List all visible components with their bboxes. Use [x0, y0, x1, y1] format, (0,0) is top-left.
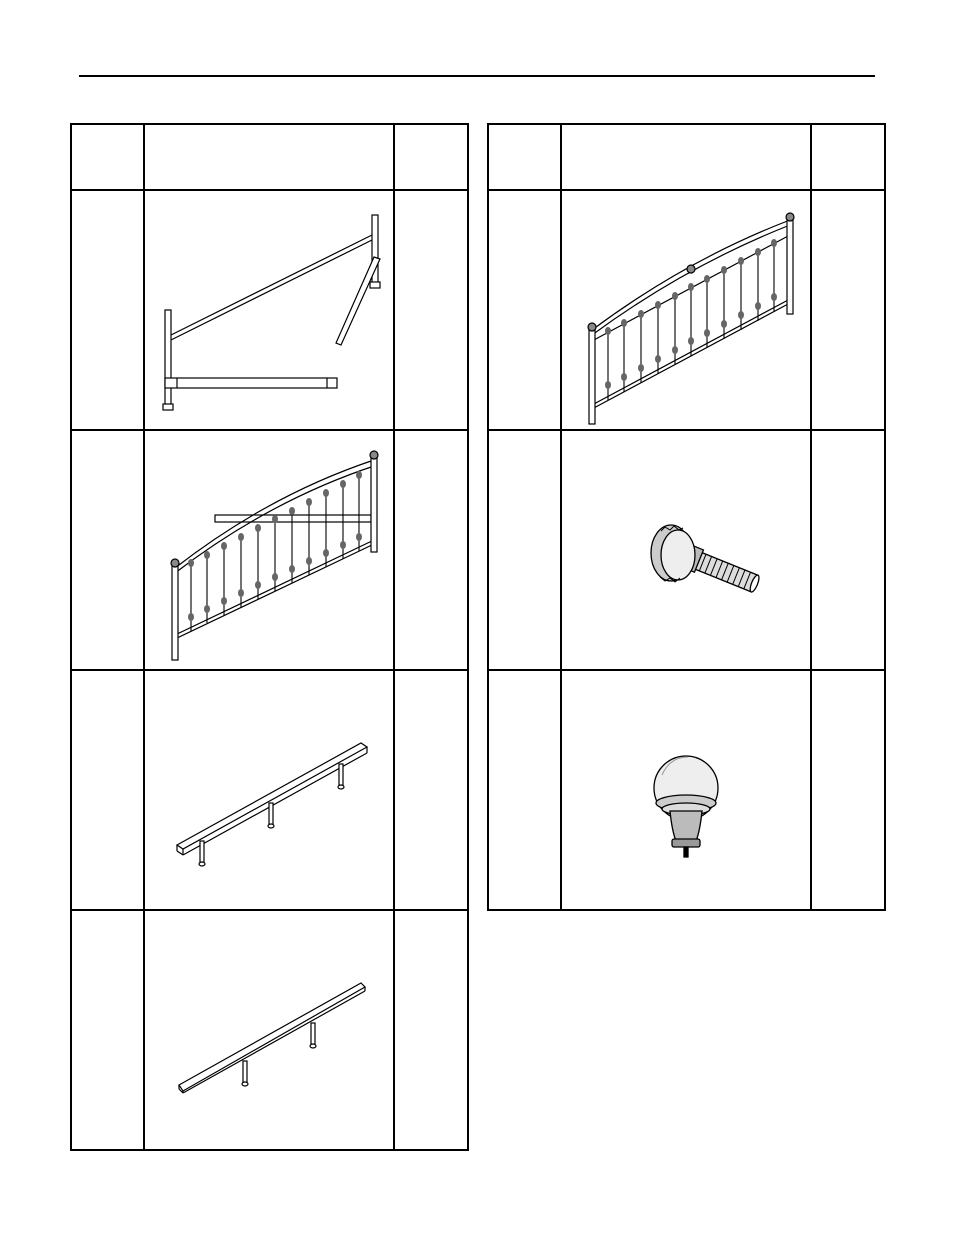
header-qty: [394, 124, 468, 190]
part-cell: [488, 190, 561, 430]
illustration-cell: [561, 670, 811, 910]
part-cell: [71, 190, 144, 430]
header-description: [144, 124, 394, 190]
side-frame-assembly-icon: [149, 195, 389, 425]
qty-cell: [394, 670, 468, 910]
thumb-screw-icon: [566, 435, 806, 665]
header-part: [71, 124, 144, 190]
table-row: [71, 670, 468, 910]
table-header: [71, 124, 468, 190]
center-rail-with-legs-icon: [149, 915, 389, 1145]
footboard-panel-icon: [566, 195, 806, 425]
qty-cell: [394, 190, 468, 430]
qty-cell: [811, 190, 885, 430]
illustration-cell: [144, 430, 394, 670]
part-cell: [71, 910, 144, 1150]
top-rule: [79, 75, 875, 77]
illustration-cell: [144, 670, 394, 910]
headboard-panel-with-frame-icon: [149, 435, 389, 665]
qty-cell: [394, 910, 468, 1150]
table-row: [71, 910, 468, 1150]
qty-cell: [811, 670, 885, 910]
parts-table-right: [487, 123, 886, 911]
illustration-cell: [144, 910, 394, 1150]
part-cell: [71, 670, 144, 910]
header-part: [488, 124, 561, 190]
table-row: [488, 430, 885, 670]
table-row: [488, 670, 885, 910]
part-cell: [488, 430, 561, 670]
illustration-cell: [144, 190, 394, 430]
parts-table-left: [70, 123, 469, 1151]
table-row: [71, 190, 468, 430]
table-header: [488, 124, 885, 190]
qty-cell: [811, 430, 885, 670]
part-cell: [71, 430, 144, 670]
header-qty: [811, 124, 885, 190]
ball-finial-icon: [566, 675, 806, 905]
table-row: [488, 190, 885, 430]
qty-cell: [394, 430, 468, 670]
header-description: [561, 124, 811, 190]
table-row: [71, 430, 468, 670]
side-rail-with-legs-icon: [149, 675, 389, 905]
illustration-cell: [561, 190, 811, 430]
illustration-cell: [561, 430, 811, 670]
part-cell: [488, 670, 561, 910]
